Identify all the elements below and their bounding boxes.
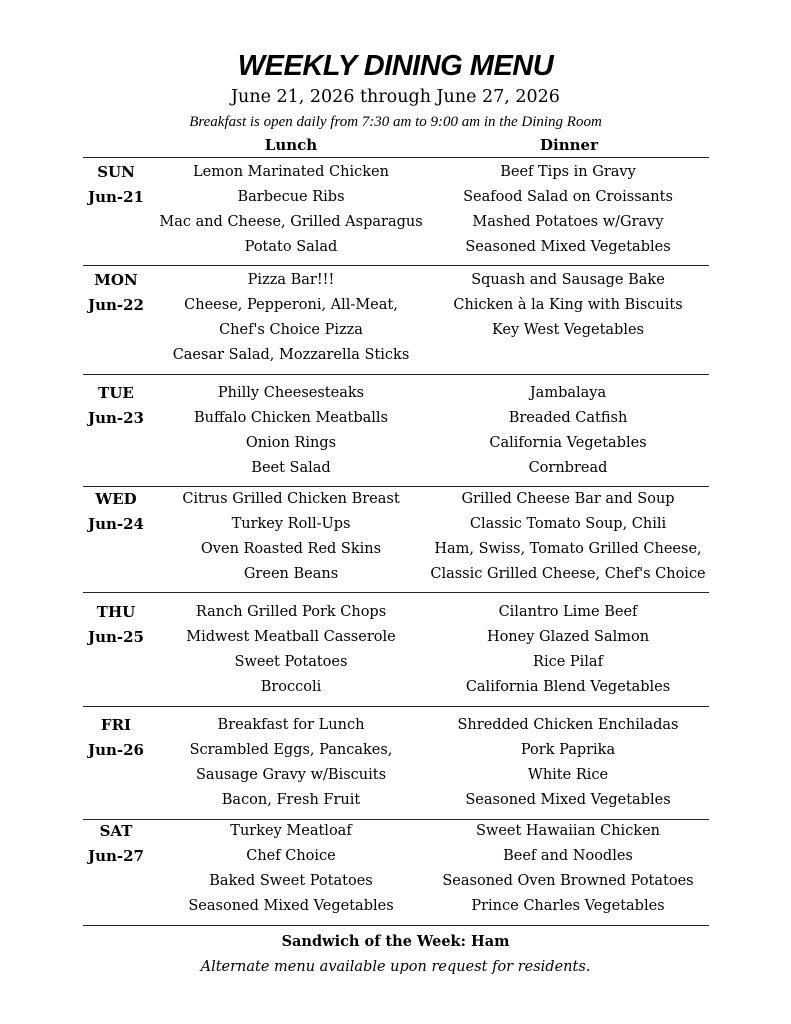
lunch-item: Potato Salad (244, 239, 338, 255)
lunch-items (150, 600, 432, 700)
dinner-item: Ham, Swiss, Tomato Grilled Cheese, (434, 541, 702, 557)
lunch-item: Buffalo Chicken Meatballs (194, 410, 388, 426)
dinner-item: Beef and Noodles (503, 848, 633, 864)
day-date: Jun-25 (87, 628, 144, 646)
sandwich-of-the-week: Sandwich of the Week: Ham (281, 933, 510, 950)
lunch-item: Seasoned Mixed Vegetables (188, 898, 394, 914)
page-title: WEEKLY DINING MENU (237, 50, 554, 82)
dinner-item: Chicken à la King with Biscuits (453, 297, 683, 313)
dinner-item: Beef Tips in Gravy (500, 164, 636, 180)
lunch-item: Citrus Grilled Chicken Breast (182, 491, 400, 507)
dinner-item: Prince Charles Vegetables (471, 898, 665, 914)
dinner-item: Jambalaya (529, 385, 607, 401)
dinner-column-header: Dinner (540, 136, 598, 154)
lunch-item: Lemon Marinated Chicken (193, 164, 389, 180)
dinner-item: Classic Grilled Cheese, Chef's Choice (430, 566, 706, 582)
day-label (80, 268, 152, 318)
dinner-item: Rice Pilaf (533, 654, 603, 670)
dinner-items (427, 600, 709, 700)
lunch-items (150, 381, 432, 481)
dinner-item: Key West Vegetables (491, 322, 644, 338)
day-date: Jun-24 (87, 515, 144, 533)
lunch-item: Sausage Gravy w/Biscuits (195, 767, 387, 783)
dinner-item: Classic Tomato Soup, Chili (469, 516, 667, 532)
dinner-item: Pork Paprika (520, 742, 616, 758)
lunch-item: Caesar Salad, Mozzarella Sticks (172, 347, 410, 363)
lunch-item: Midwest Meatball Casserole (186, 629, 396, 645)
lunch-column-header: Lunch (264, 136, 318, 154)
lunch-items (150, 268, 432, 368)
day-date: Jun-21 (87, 188, 144, 206)
dinner-item: Cornbread (528, 460, 608, 476)
row-divider (83, 157, 709, 158)
lunch-item: Onion Rings (245, 435, 337, 451)
dinner-item: California Vegetables (489, 435, 647, 451)
dinner-item: Seasoned Mixed Vegetables (465, 239, 671, 255)
lunch-item: Turkey Meatloaf (230, 823, 352, 839)
dinner-item: California Blend Vegetables (465, 679, 671, 695)
lunch-item: Pizza Bar!!! (247, 272, 335, 288)
day-label (80, 819, 152, 869)
dinner-items (427, 713, 709, 813)
alternate-menu-note: Alternate menu available upon request for residents. (200, 959, 591, 975)
breakfast-note: Breakfast is open daily from 7:30 am to 9:00 am in the Dining Room (189, 114, 602, 130)
row-divider (83, 592, 709, 593)
day-label (80, 487, 152, 537)
dinner-item: Breaded Catfish (508, 410, 628, 426)
dinner-item: White Rice (527, 767, 609, 783)
dinner-items (427, 487, 709, 587)
lunch-items (150, 160, 432, 260)
day-date: Jun-26 (87, 741, 144, 759)
lunch-item: Chef Choice (246, 848, 336, 864)
lunch-item: Bacon, Fresh Fruit (221, 792, 361, 808)
dinner-item: Seafood Salad on Croissants (463, 189, 673, 205)
day-label (80, 600, 152, 650)
lunch-item: Cheese, Pepperoni, All-Meat, (184, 297, 398, 313)
lunch-items (150, 713, 432, 813)
row-divider (83, 374, 709, 375)
dinner-items (427, 268, 709, 343)
dinner-item: Shredded Chicken Enchiladas (457, 717, 679, 733)
day-label (80, 160, 152, 210)
dinner-item: Cilantro Lime Beef (498, 604, 638, 620)
day-name: SAT (99, 822, 133, 840)
day-name: SUN (97, 163, 135, 181)
lunch-items (150, 487, 432, 587)
lunch-item: Oven Roasted Red Skins (200, 541, 382, 557)
lunch-item: Ranch Grilled Pork Chops (195, 604, 387, 620)
date-range: June 21, 2026 through June 27, 2026 (231, 87, 560, 107)
dinner-item: Squash and Sausage Bake (471, 272, 665, 288)
day-label (80, 713, 152, 763)
dinner-item: Sweet Hawaiian Chicken (475, 823, 661, 839)
lunch-item: Chef's Choice Pizza (219, 322, 363, 338)
dinner-items (427, 160, 709, 260)
lunch-item: Green Beans (243, 566, 339, 582)
day-name: MON (94, 271, 138, 289)
lunch-item: Mac and Cheese, Grilled Asparagus (159, 214, 423, 230)
dinner-item: Seasoned Oven Browned Potatoes (442, 873, 694, 889)
lunch-item: Beet Salad (251, 460, 331, 476)
dinner-item: Honey Glazed Salmon (486, 629, 650, 645)
lunch-item: Broccoli (260, 679, 322, 695)
day-date: Jun-27 (87, 847, 144, 865)
day-name: WED (95, 490, 137, 508)
lunch-item: Philly Cheesesteaks (217, 385, 365, 401)
dinner-item: Seasoned Mixed Vegetables (465, 792, 671, 808)
day-date: Jun-23 (87, 409, 144, 427)
row-divider (83, 265, 709, 266)
dinner-items (427, 819, 709, 919)
lunch-item: Scrambled Eggs, Pancakes, (189, 742, 393, 758)
dinner-item: Mashed Potatoes w/Gravy (472, 214, 664, 230)
row-divider (83, 925, 709, 926)
lunch-item: Baked Sweet Potatoes (209, 873, 373, 889)
lunch-item: Breakfast for Lunch (217, 717, 365, 733)
row-divider (83, 706, 709, 707)
day-name: THU (96, 603, 136, 621)
dinner-item: Grilled Cheese Bar and Soup (461, 491, 675, 507)
lunch-item: Sweet Potatoes (234, 654, 348, 670)
dinner-items (427, 381, 709, 481)
lunch-item: Turkey Roll-Ups (231, 516, 351, 532)
lunch-item: Barbecue Ribs (237, 189, 345, 205)
day-date: Jun-22 (87, 296, 144, 314)
day-name: TUE (98, 384, 134, 402)
lunch-items (150, 819, 432, 919)
day-name: FRI (100, 716, 132, 734)
day-label (80, 381, 152, 431)
